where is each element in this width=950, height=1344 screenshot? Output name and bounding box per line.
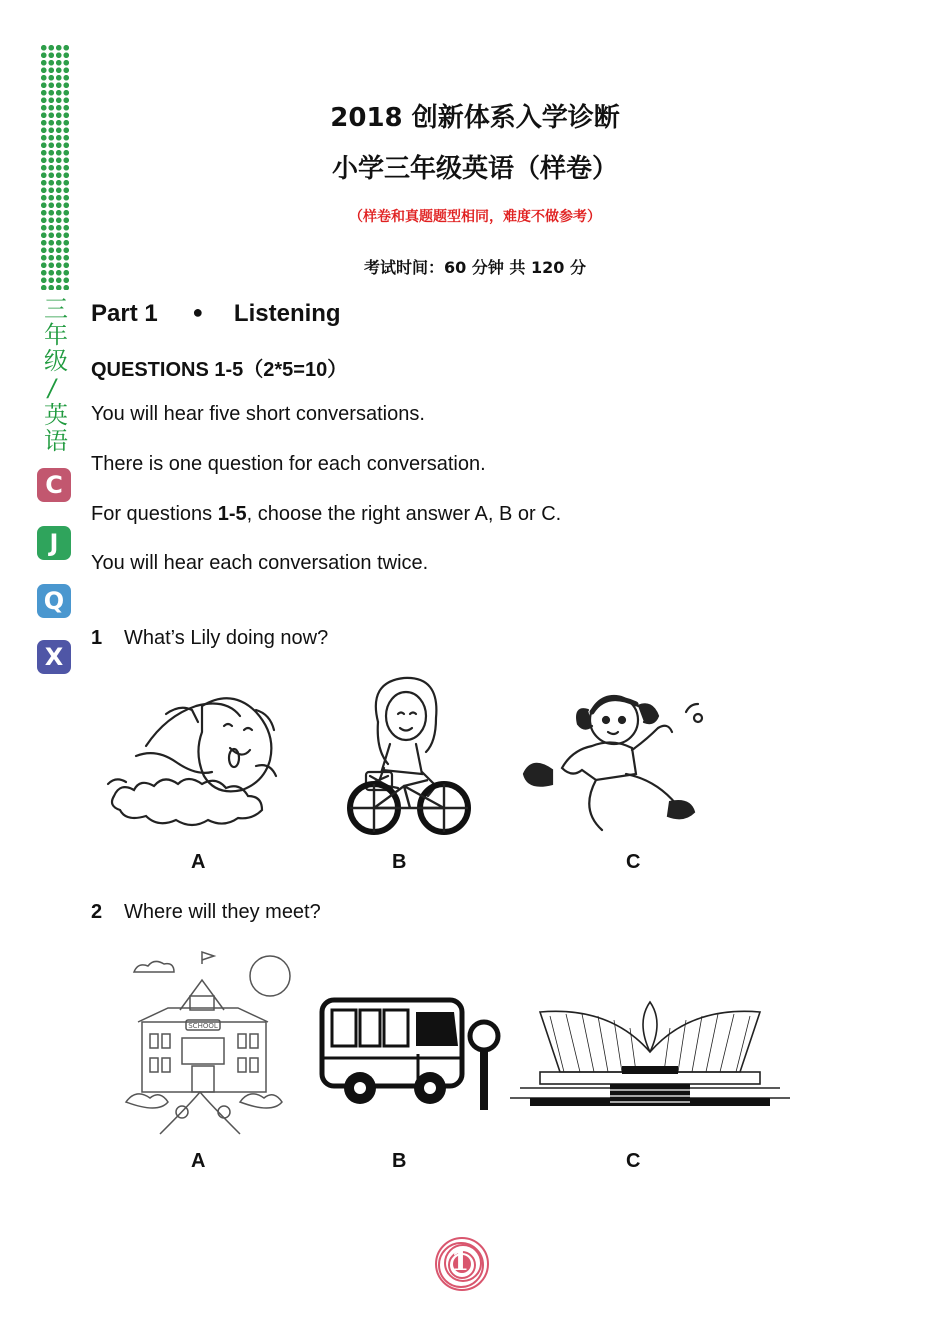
part-name: Listening [233, 300, 341, 327]
instruction-line-3 [91, 503, 561, 526]
sidebar-grade-char-2: 年 [44, 321, 68, 349]
page-number: 1 [450, 1247, 470, 1277]
instruction-line-4: You will hear each conversation twice. [91, 552, 429, 574]
sidebar-grade-char-1: 三 [44, 295, 68, 323]
stadium-image [510, 1002, 790, 1112]
sidebar-subject-char-1: 英 [44, 401, 68, 429]
girl-running-image [522, 690, 712, 834]
page-subtitle: 小学三年级英语（样卷） [331, 154, 618, 184]
instruction-line-3-bold: 1-5 [217, 503, 247, 525]
school-building-image [120, 952, 286, 1134]
girl-riding-bicycle-image [344, 672, 474, 840]
page-title: 2018 创新体系入学诊断 [330, 103, 620, 133]
sidebar-grade-char-3: 级 [44, 347, 68, 375]
sidebar-tile-q: Q [37, 584, 71, 618]
question-2-text: Where will they meet? [124, 901, 321, 923]
question-2-option-a[interactable]: A [191, 1150, 206, 1172]
questions-header: QUESTIONS 1-5（2*5=10） [91, 359, 348, 381]
sample-note: （样卷和真题题型相同，难度不做参考） [349, 209, 601, 225]
instruction-line-1: You will hear five short conversations. [91, 403, 425, 425]
question-1-option-c[interactable]: C [626, 851, 641, 873]
part-label: Part 1 [91, 300, 158, 327]
sidebar-tile-c: C [37, 468, 71, 502]
instruction-line-3-pre: For questions [91, 503, 218, 525]
instruction-line-3-post: , choose the right answer A, B or C. [246, 503, 562, 525]
instruction-line-2: There is one question for each conversation. [91, 453, 486, 475]
question-2-option-c[interactable]: C [626, 1150, 641, 1172]
sleeping-girl-image [106, 686, 296, 822]
question-1-number: 1 [91, 627, 103, 649]
question-1-option-b[interactable]: B [392, 851, 407, 873]
question-1-option-a[interactable]: A [191, 851, 206, 873]
sidebar-subject-char-2: 语 [44, 427, 68, 455]
bus-and-bus-stop-image [320, 996, 504, 1110]
question-2-number: 2 [91, 901, 103, 923]
sidebar-tile-j: J [37, 526, 71, 560]
sidebar-tile-x: X [37, 640, 71, 674]
part-bullet: ● [192, 302, 204, 322]
question-2-option-b[interactable]: B [392, 1150, 407, 1172]
question-1-text: What’s Lily doing now? [124, 627, 329, 649]
school-sign-text: SCHOOL [188, 1022, 218, 1030]
sidebar-slash: / [45, 374, 59, 402]
part-heading [91, 300, 341, 328]
exam-info: 考试时间：60 分钟 共 120 分 [364, 258, 586, 277]
